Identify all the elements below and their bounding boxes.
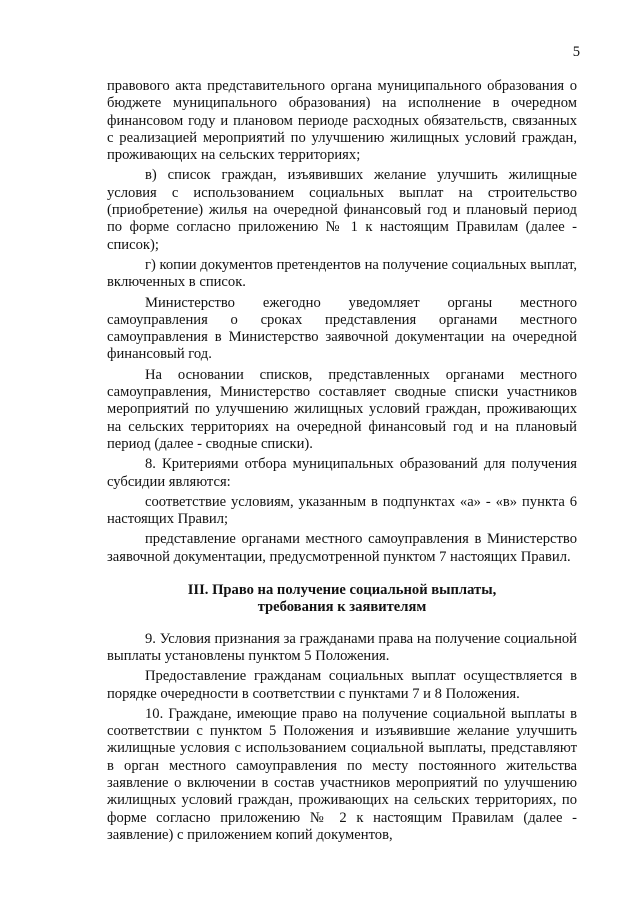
paragraph-ministry-notice: Министерство ежегодно уведомляет органы местного самоуправления о сроках представления органами местного самоуправления в Министерство заявочной документации на очередной финансовый год. <box>107 294 577 363</box>
paragraph-criterion-1: соответствие условиям, указанным в подпунктах «а» - «в» пункта 6 настоящих Правил; <box>107 493 577 528</box>
paragraph-item-g: г) копии документов претендентов на получение социальных выплат, включенных в список. <box>107 256 577 291</box>
paragraph-summary-lists: На основании списков, представленных органами местного самоуправления, Министерство составляет сводные списки участников мероприятий по улучшению жилищных условий граждан, проживающих на сельских территориях на очередной финансовый год и на плановый период (далее - сводные списки). <box>107 366 577 452</box>
paragraphs-before-heading <box>107 78 577 566</box>
section-heading <box>107 582 577 617</box>
page-number: 5 <box>572 44 580 60</box>
paragraph-point-10: 10. Граждане, имеющие право на получение социальной выплаты в соответствии с пунктом 5 Положения и изъявившие желание улучшить жилищные условия с использованием социальной выплаты, представляют в орган местного самоуправления по месту постоянного жительства заявление о включении в состав участников мероприятий по улучшению жилищных условий граждан, проживающих на сельских территориях, по форме согласно приложению № 2 к настоящим Правилам (далее - заявление) с приложением копий документов, <box>107 705 577 843</box>
paragraph-point-9: 9. Условия признания за гражданами права на получение социальной выплаты установлены пунктом 5 Положения. <box>107 630 577 664</box>
paragraph-item-v: в) список граждан, изъявивших желание улучшить жилищные условия с использованием социальных выплат на строительство (приобретение) жилья на очередной финансовый год и плановый период по форме согласно приложению № 1 к настоящим Правилам (далее - список); <box>107 167 577 253</box>
section-heading-line-2: требования к заявителям <box>257 599 427 616</box>
document-body <box>107 78 577 844</box>
paragraph-criterion-2: представление органами местного самоуправления в Министерство заявочной документации, предусмотренной пунктом 7 настоящих Правил. <box>107 531 577 565</box>
paragraph-criteria: 8. Критериями отбора муниципальных образований для получения субсидии являются: <box>107 456 577 490</box>
paragraph-order: Предоставление гражданам социальных выплат осуществляется в порядке очередности в соответствии с пунктами 7 и 8 Положения. <box>107 668 577 702</box>
paragraph-continuation: правового акта представительного органа муниципального образования о бюджете муниципального образования) на исполнение в очередном финансовом году и плановом периоде расходных обязательств, связанных с реализацией мероприятий по улучшению жилищных условий граждан, проживающих на сельских территориях; <box>107 78 577 164</box>
paragraphs-after-heading <box>107 631 577 845</box>
section-heading-line-1: III. Право на получение социальной выплаты, <box>187 582 497 599</box>
